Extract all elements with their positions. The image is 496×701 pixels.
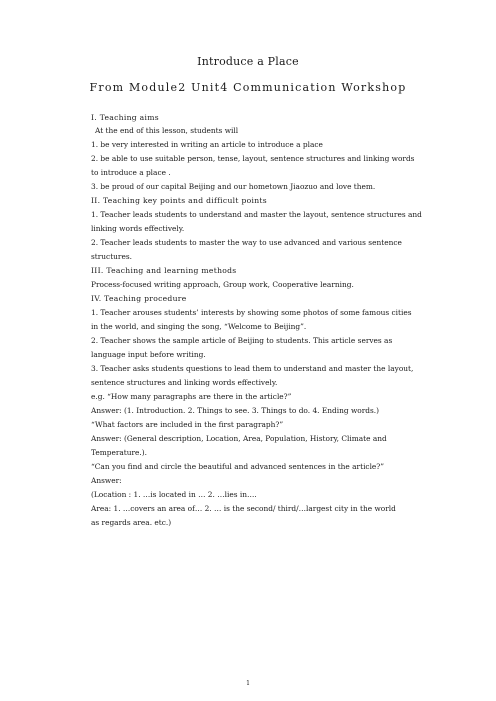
- section-heading-methods: III. Teaching and learning methods: [91, 266, 237, 275]
- text-line: Answer: (1. Introduction. 2. Things to see. 3. Things to do. 4. Ending words.): [91, 406, 380, 415]
- text-line: Temperature.).: [91, 448, 147, 457]
- text-line: 1. Teacher leads students to understand and master the layout, sentence structures and: [91, 210, 422, 219]
- document-title: Introduce a Place: [197, 55, 299, 68]
- text-line: 2. Teacher shows the sample article of Beijing to students. This article serves as: [91, 336, 393, 345]
- section-heading-procedure: IV. Teaching procedure: [91, 294, 187, 303]
- text-line: structures.: [91, 252, 132, 261]
- section-heading-aims: I. Teaching aims: [91, 113, 159, 122]
- text-line: in the world, and singing the song, “Welcome to Beijing”.: [91, 322, 307, 331]
- text-line: linking words effectively.: [91, 224, 185, 233]
- text-line: 2. be able to use suitable person, tense, layout, sentence structures and linking words: [91, 154, 415, 163]
- page-number: 1: [246, 680, 250, 687]
- text-line: 3. be proud of our capital Beijing and our hometown Jiaozuo and love them.: [91, 182, 376, 191]
- text-line: Process-focused writing approach, Group work, Cooperative learning.: [91, 280, 354, 289]
- text-line: to introduce a place .: [91, 168, 171, 177]
- text-line: Answer: (General description, Location, Area, Population, History, Climate and: [91, 434, 387, 443]
- text-line: Answer:: [91, 476, 122, 485]
- text-line: sentence structures and linking words effectively.: [91, 378, 278, 387]
- text-line: e.g. “How many paragraphs are there in the article?”: [91, 392, 292, 401]
- text-line: Area: 1. …covers an area of… 2. … is the second/ third/…largest city in the world: [91, 504, 396, 513]
- section-heading-key-points: II. Teaching key points and difficult points: [91, 196, 267, 205]
- text-line: “Can you find and circle the beautiful and advanced sentences in the article?”: [91, 462, 385, 471]
- text-line: 2. Teacher leads students to master the way to use advanced and various sentence: [91, 238, 402, 247]
- text-line: (Location : 1. …is located in … 2. …lies in….: [91, 490, 257, 499]
- text-line: 1. Teacher arouses students’ interests by showing some photos of some famous cities: [91, 308, 412, 317]
- text-line: as regards area. etc.): [91, 518, 172, 527]
- text-line: “What factors are included in the first paragraph?”: [91, 420, 284, 429]
- text-line: 1. be very interested in writing an article to introduce a place: [91, 140, 323, 149]
- text-line: At the end of this lesson, students will: [95, 126, 239, 135]
- text-line: 3. Teacher asks students questions to lead them to understand and master the layout,: [91, 364, 414, 373]
- text-line: language input before writing.: [91, 350, 206, 359]
- document-subtitle: From Module2 Unit4 Communication Workshop: [89, 81, 407, 94]
